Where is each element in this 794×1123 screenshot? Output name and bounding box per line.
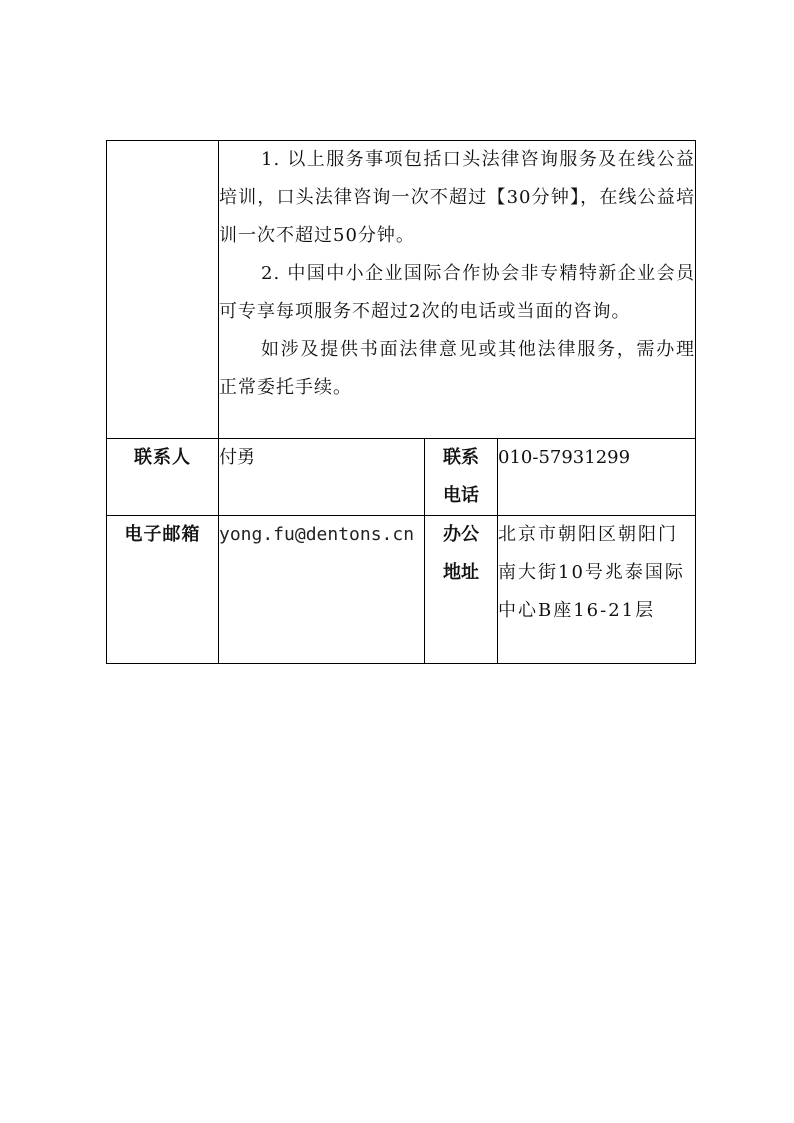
notes-row [107, 141, 696, 439]
contact-row [107, 439, 696, 516]
contact-person-label: 联系人 [107, 439, 219, 516]
address-label-line-2: 地址 [443, 562, 479, 583]
phone-value: 010-57931299 [498, 439, 696, 516]
note-paragraph-3: 如涉及提供书面法律意见或其他法律服务，需办理正常委托手续。 [219, 339, 696, 398]
address-value: 北京市朝阳区朝阳门南大街10号兆泰国际中心B座16-21层 [498, 516, 696, 664]
phone-label-line-1: 联系 [443, 447, 479, 468]
email-value[interactable]: yong.fu@dentons.cn [219, 516, 425, 664]
contact-info-table [106, 140, 696, 664]
notes-label-cell [107, 141, 219, 439]
note-paragraph-2: 2. 中国中小企业国际合作协会非专精特新企业会员可专享每项服务不超过2次的电话或当面的咨询。 [219, 263, 696, 322]
address-label-line-1: 办公 [443, 524, 479, 545]
phone-label-line-2: 电话 [443, 485, 479, 506]
email-address-row [107, 516, 696, 664]
phone-label [425, 439, 498, 516]
address-label [425, 516, 498, 664]
notes-cell [219, 141, 696, 439]
email-label: 电子邮箱 [107, 516, 219, 664]
note-paragraph-1: 1. 以上服务事项包括口头法律咨询服务及在线公益培训，口头法律咨询一次不超过【30分钟】，在线公益培训一次不超过50分钟。 [219, 149, 696, 246]
contact-person-value: 付勇 [219, 439, 425, 516]
